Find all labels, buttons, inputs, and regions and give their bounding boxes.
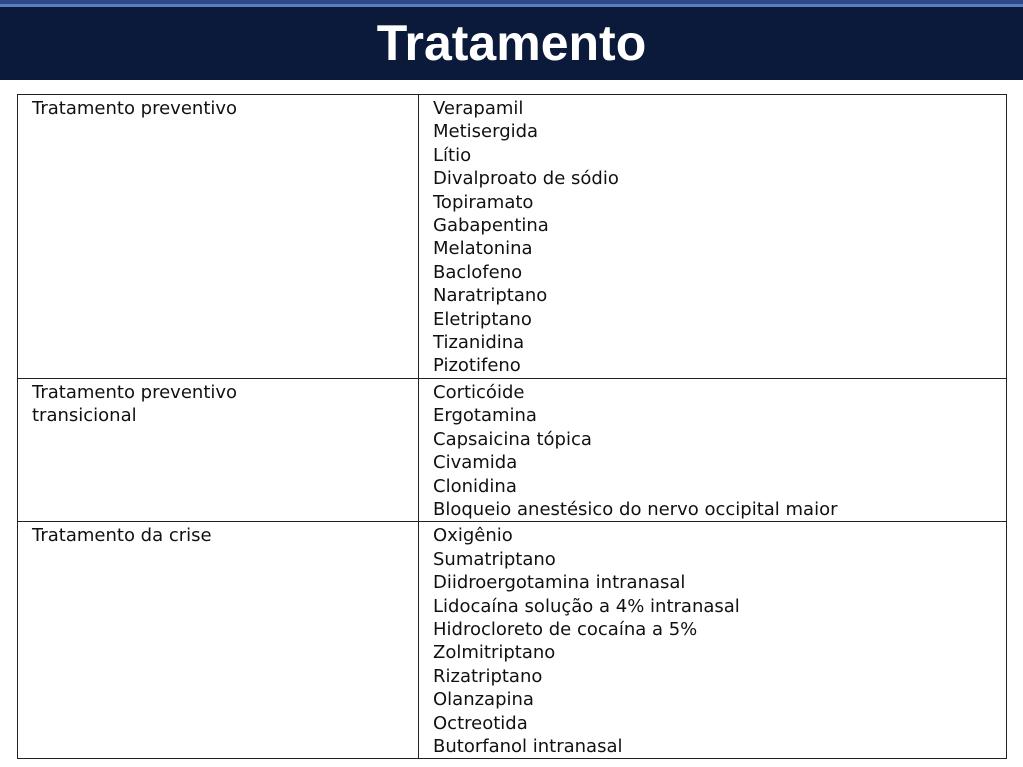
drug-item: Capsaicina tópica: [433, 428, 592, 450]
drug-item: Hidrocloreto de cocaína a 5%: [433, 618, 698, 640]
treatment-table-container: [17, 94, 1006, 759]
drug-item: Clonidina: [433, 475, 517, 497]
drug-item: Eletriptano: [433, 308, 532, 330]
drug-item: Gabapentina: [433, 215, 549, 237]
drug-item: Rizatriptano: [433, 665, 543, 687]
drug-list-cell: [419, 378, 1007, 521]
drug-item: Ergotamina: [433, 405, 537, 427]
drug-item: Octreotida: [433, 712, 528, 734]
drug-list-cell: [419, 522, 1007, 759]
drug-item: Civamida: [433, 452, 518, 474]
drug-item: Pizotifeno: [433, 355, 521, 377]
drug-item: Tizanidina: [433, 332, 525, 354]
category-cell: [18, 378, 419, 521]
page-title: Tratamento: [376, 15, 647, 71]
drug-item: Diidroergotamina intranasal: [433, 572, 686, 594]
table-row: [18, 95, 1007, 379]
drug-item: Zolmitriptano: [433, 642, 556, 664]
drug-item: Divalproato de sódio: [433, 168, 619, 190]
drug-item: Lítio: [433, 144, 472, 166]
category-label: Tratamento preventivo: [32, 98, 238, 119]
drug-item: Lidocaína solução a 4% intranasal: [433, 595, 740, 617]
drug-item: Bloqueio anestésico do nervo occipital maior: [433, 498, 838, 520]
drug-item: Butorfanol intranasal: [433, 735, 623, 757]
drug-item: Olanzapina: [433, 689, 534, 711]
title-bar: [0, 0, 1023, 80]
category-label: Tratamento preventivo transicional: [32, 381, 238, 427]
drug-item: Sumatriptano: [433, 548, 556, 570]
category-label: Tratamento da crise: [32, 525, 212, 547]
category-cell: [18, 522, 419, 759]
category-cell: [18, 95, 419, 379]
drug-list-cell: [419, 95, 1007, 379]
drug-item: Topiramato: [433, 191, 534, 213]
drug-item: Corticóide: [433, 381, 525, 403]
table-row: [18, 522, 1007, 759]
drug-item: Baclofeno: [433, 261, 523, 283]
table-row: [18, 378, 1007, 521]
drug-item: Oxigênio: [433, 525, 513, 547]
drug-item: Melatonina: [433, 238, 533, 260]
drug-item: Verapamil: [433, 98, 524, 119]
treatment-table: [17, 94, 1007, 759]
drug-item: Naratriptano: [433, 285, 548, 307]
drug-item: Metisergida: [433, 121, 539, 143]
title-accent-line: [0, 4, 1023, 7]
